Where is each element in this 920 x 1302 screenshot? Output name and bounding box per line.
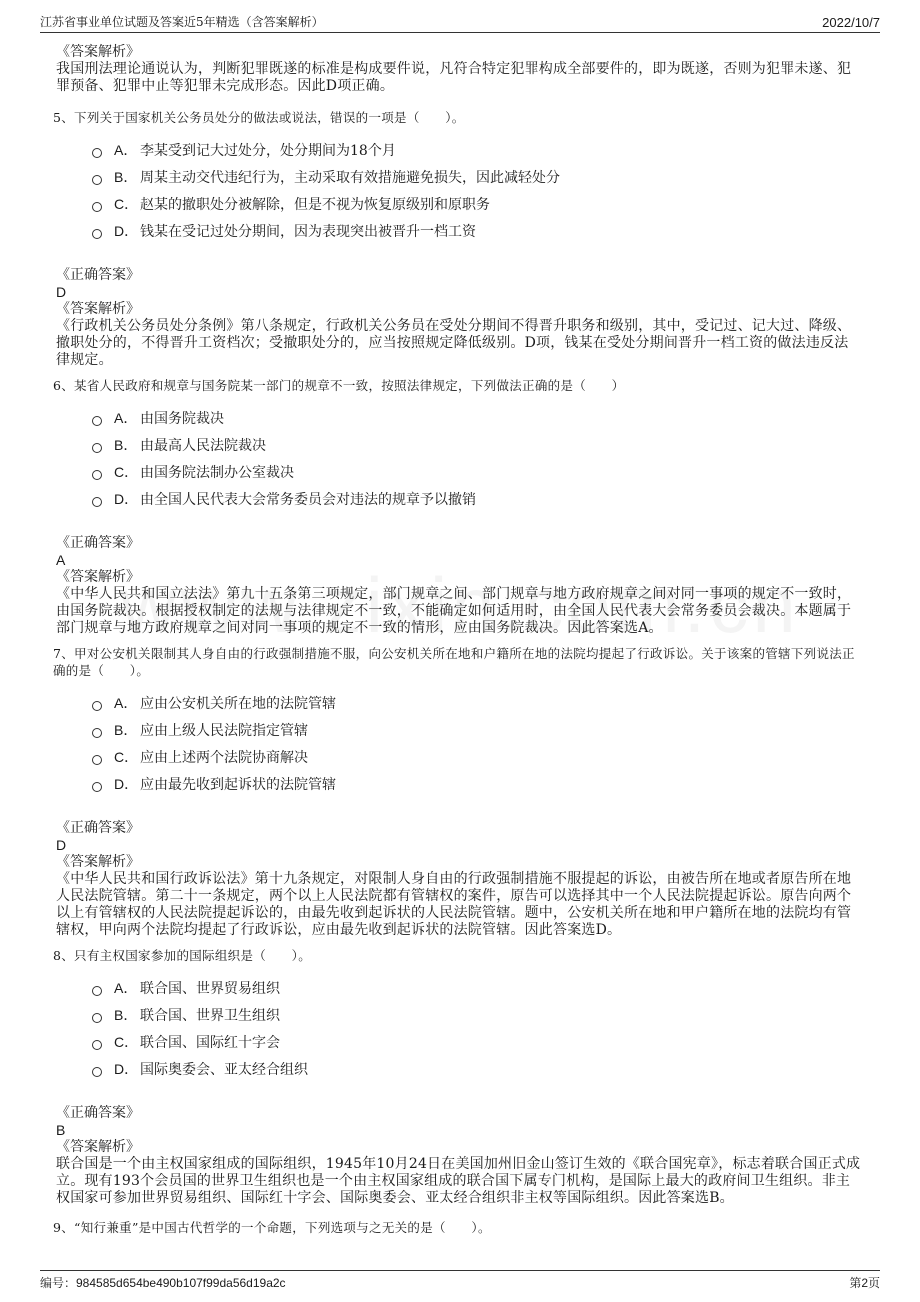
analysis-label: 《答案解析》 (56, 1139, 140, 1155)
radio-icon[interactable] (92, 755, 102, 765)
analysis-text: 联合国是一个由主权国家组成的国际组织，1945年10月24日在美国加州旧金山签订生效的《联合国宪章》，标志着联合国正式成立。现有193个会员国的世界卫生组织也是一个由主权国家组成的联合国下属专门机构，是国际上最大的政府间卫生组织。非主权国家可参加世界贸易组织、国际红十字会、国际奥委会、亚太经合组织非主权等国际组织。因此答案选B。 (56, 1156, 861, 1206)
question-stem: 8、只有主权国家参加的国际组织是（ ）。 (53, 948, 312, 963)
radio-icon[interactable] (92, 701, 102, 711)
radio-icon[interactable] (92, 229, 102, 239)
question-stem: 6、某省人民政府和规章与国务院某一部门的规章不一致，按照法律规定，下列做法正确的是（ ） (53, 378, 625, 393)
option-list (92, 136, 862, 244)
radio-icon[interactable] (92, 782, 102, 792)
radio-icon[interactable] (92, 1040, 102, 1050)
analysis-text: 《中华人民共和国行政诉讼法》第十九条规定，对限制人身自由的行政强制措施不服提起的诉讼，由被告所在地或者原告所在地人民法院管辖。第二十一条规定，两个以上人民法院都有管辖权的案件，原告可以选择其中一个人民法院提起诉讼。原告向两个以上有管辖权的人民法院提起诉讼的，由最先收到起诉状的人民法院管辖。题中，公安机关所在地和甲户籍所在地的法院均有管辖权，甲向两个法院均提起了行政诉讼，应由最先收到起诉状的法院管辖。因此答案选D。 (56, 871, 852, 938)
option-d[interactable]: D． 钱某在受记过处分期间，因为表现突出被晋升一档工资 (92, 217, 862, 244)
question-5 (53, 109, 862, 369)
option-a[interactable]: A． 应由公安机关所在地的法院管辖 (92, 689, 862, 716)
radio-icon[interactable] (92, 175, 102, 185)
option-d[interactable]: D． 国际奥委会、亚太经合组织 (92, 1055, 862, 1082)
option-c[interactable]: C． 联合国、国际红十字会 (92, 1028, 862, 1055)
analysis-text: 我国刑法理论通说认为，判断犯罪既遂的标准是构成要件说，凡符合特定犯罪构成全部要件的，即为既遂，否则为犯罪未遂、犯罪预备、犯罪中止等犯罪未完成形态。因此D项正确。 (56, 61, 852, 94)
document-title: 江苏省事业单位试题及答案近5年精选（含答案解析） (40, 15, 324, 29)
option-a[interactable]: A． 联合国、世界贸易组织 (92, 974, 862, 1001)
answer-value: B (56, 1122, 66, 1138)
option-a[interactable]: A． 李某受到记大过处分，处分期间为18个月 (92, 136, 862, 163)
page-footer (40, 1270, 880, 1293)
option-b[interactable]: B． 周某主动交代违纪行为，主动采取有效措施避免损失，因此减轻处分 (92, 163, 862, 190)
document-body (53, 44, 862, 1236)
radio-icon[interactable] (92, 1013, 102, 1023)
question-6 (53, 377, 862, 637)
analysis-text: 《中华人民共和国立法法》第九十五条第三项规定，部门规章之间、部门规章与地方政府规章之间对同一事项的规定不一致时，由国务院裁决。根据授权制定的法规与法律规定不一致，不能确定如何适用时，由全国人民代表大会常务委员会裁决。本题属于部门规章与地方政府规章之间对同一事项的规定不一致的情形，应由国务院裁决。因此答案选A。 (56, 586, 852, 636)
option-b[interactable]: B． 由最高人民法院裁决 (92, 431, 862, 458)
analysis-text: 《行政机关公务员处分条例》第八条规定，行政机关公务员在受处分期间不得晋升职务和级别，其中，受记过、记大过、降级、撤职处分的，不得晋升工资档次；受撤职处分的，应当按照规定降低级别。D项，钱某在受处分期间晋升一档工资的做法违反法律规定。 (56, 318, 852, 368)
page-number: 第2页 (849, 1275, 880, 1290)
option-c[interactable]: C． 赵某的撤职处分被解除，但是不视为恢复原级别和原职务 (92, 190, 862, 217)
document-date: 2022/10/7 (822, 15, 880, 30)
radio-icon[interactable] (92, 443, 102, 453)
answer-label: 《正确答案》 (56, 820, 140, 836)
analysis-label: 《答案解析》 (56, 854, 140, 870)
option-b[interactable]: B． 联合国、世界卫生组织 (92, 1001, 862, 1028)
document-code: 编号：984585d654be490b107f99da56d19a2c (40, 1275, 286, 1290)
option-b[interactable]: B． 应由上级人民法院指定管辖 (92, 716, 862, 743)
radio-icon[interactable] (92, 497, 102, 507)
radio-icon[interactable] (92, 148, 102, 158)
radio-icon[interactable] (92, 986, 102, 996)
option-list (92, 974, 862, 1082)
answer-value: D (56, 284, 67, 300)
analysis-label: 《答案解析》 (56, 44, 140, 60)
option-a[interactable]: A． 由国务院裁决 (92, 404, 862, 431)
radio-icon[interactable] (92, 470, 102, 480)
option-c[interactable]: C． 应由上述两个法院协商解决 (92, 743, 862, 770)
answer-value: D (56, 837, 67, 853)
question-8 (53, 947, 862, 1207)
analysis-label: 《答案解析》 (56, 569, 140, 585)
answer-label: 《正确答案》 (56, 267, 140, 283)
option-d[interactable]: D． 由全国人民代表大会常务委员会对违法的规章予以撤销 (92, 485, 862, 512)
question-7 (53, 645, 862, 939)
option-list (92, 404, 862, 512)
radio-icon[interactable] (92, 202, 102, 212)
radio-icon[interactable] (92, 728, 102, 738)
option-d[interactable]: D． 应由最先收到起诉状的法院管辖 (92, 770, 862, 797)
radio-icon[interactable] (92, 416, 102, 426)
analysis-label: 《答案解析》 (56, 301, 140, 317)
question-9-stem: 9、“知行兼重”是中国古代哲学的一个命题，下列选项与之无关的是（ ）。 (53, 1220, 491, 1235)
answer-value: A (56, 552, 66, 568)
answer-label: 《正确答案》 (56, 535, 140, 551)
option-list (92, 689, 862, 797)
question-stem: 5、下列关于国家机关公务员处分的做法或说法，错误的一项是（ ）。 (53, 110, 465, 125)
radio-icon[interactable] (92, 1067, 102, 1077)
question-stem: 7、甲对公安机关限制其人身自由的行政强制措施不服，向公安机关所在地和户籍所在地的法院均提起了行政诉讼。关于该案的管辖下列说法正确的是（ ）。 (53, 646, 855, 678)
answer-label: 《正确答案》 (56, 1105, 140, 1121)
option-c[interactable]: C． 由国务院法制办公室裁决 (92, 458, 862, 485)
page-header (40, 10, 880, 33)
